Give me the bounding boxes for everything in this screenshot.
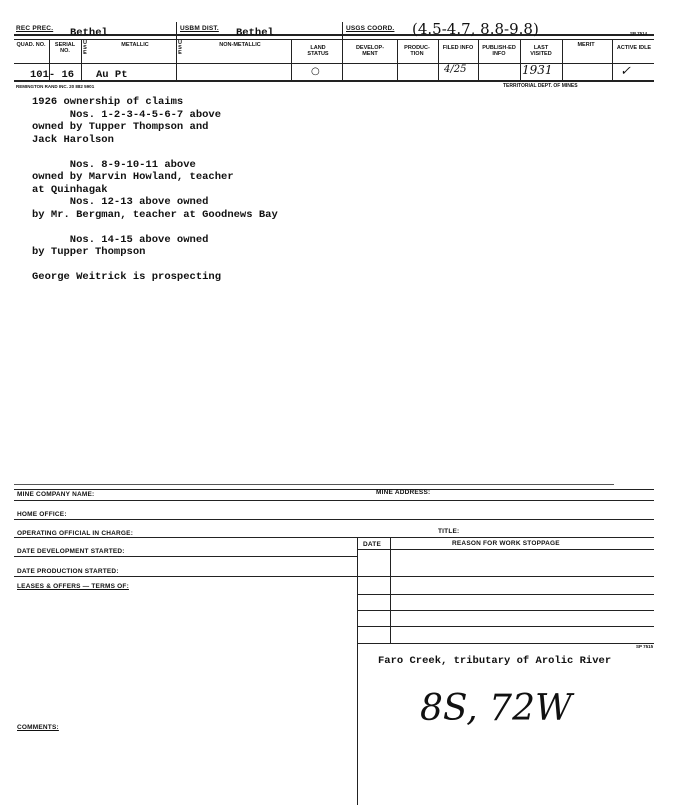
col-last-visited: LAST VISITED (530, 45, 552, 57)
home-office-label: HOME OFFICE: (17, 511, 67, 518)
date-prod-started-label: DATE PRODUCTION STARTED: (17, 568, 119, 575)
handwritten-coords: 8S, 72W (420, 688, 572, 729)
note-line: 1926 ownership of claims (32, 96, 184, 108)
col-use: U S E (83, 40, 87, 56)
leases-label: LEASES & OFFERS — TERMS OF: (17, 583, 129, 590)
mine-address-label: MINE ADDRESS: (376, 489, 431, 496)
active-idle-value: ✓ (620, 64, 631, 79)
title-label: TITLE: (438, 528, 460, 535)
col-land-status: LAND STATUS (307, 45, 329, 57)
rec-prec-label: REC PREC. (16, 25, 54, 32)
rec-prec-value: Bethel (70, 27, 108, 39)
note-line: Nos. 12-13 above owned (32, 196, 209, 208)
top-form-code: SP 7514 (630, 31, 648, 36)
note-line: owned by Tupper Thompson and (32, 121, 209, 133)
location-note: Faro Creek, tributary of Arolic River (378, 655, 612, 667)
note-line: at Quinhagak (32, 183, 108, 196)
bottom-form-code: SP 7515 (636, 644, 654, 649)
mine-company-name-label: MINE COMPANY NAME: (17, 491, 95, 498)
date-dev-started-label: DATE DEVELOPMENT STARTED: (17, 548, 125, 555)
date-column-label: DATE (363, 541, 382, 548)
note-line: Nos. 1-2-3-4-5-6-7 above (32, 108, 222, 121)
col-quad: QUAD. NO. (16, 42, 46, 48)
quad-serial-value: 101- 16 (30, 69, 75, 81)
note-line: Nos. 8-9-10-11 above (32, 158, 196, 171)
note-line: by Tupper Thompson (32, 246, 146, 258)
land-status-value: ○ (311, 66, 320, 77)
col-published-info: PUBLISH-ED INFO (482, 45, 516, 57)
usgs-coord-value: (4.5-4.7, 8.8-9.8) (412, 20, 539, 38)
printer-line: REMINGTON RAND INC. 20 882 5901 (16, 84, 95, 89)
col-filed-info: FILED INFO (442, 45, 474, 51)
operating-official-label: OPERATING OFFICIAL IN CHARGE: (17, 530, 134, 537)
usbm-dist-label: USBM DIST. (180, 25, 219, 32)
col-use-2: U S E (178, 40, 182, 56)
col-non-metallic: NON-METALLIC (219, 42, 261, 48)
dept-label: TERRITORIAL DEPT. OF MINES (503, 83, 578, 89)
metallic-value: Au Pt (96, 69, 128, 81)
note-line: by Mr. Bergman, teacher at Goodnews Bay (32, 208, 278, 221)
note-line (32, 259, 278, 272)
typed-notes (32, 96, 278, 284)
col-production: PRODUC-TION (404, 45, 430, 57)
col-merit: MERIT (577, 42, 595, 48)
col-development: DEVELOP-MENT (355, 45, 385, 57)
note-line: Nos. 14-15 above owned (32, 233, 209, 246)
note-line: Jack Harolson (32, 133, 114, 146)
usbm-dist-value: Bethel (236, 27, 274, 39)
last-visited-value: 1931 (522, 63, 553, 77)
note-line (32, 146, 278, 159)
filed-info-value: 4/25 (444, 64, 467, 75)
note-line: George Weitrick is prospecting (32, 271, 222, 283)
col-metallic: METALLIC (121, 42, 149, 48)
usgs-coord-label: USGS COORD. (346, 25, 395, 32)
reason-column-label: REASON FOR WORK STOPPAGE (452, 540, 560, 547)
note-line (32, 221, 278, 234)
col-serial: SERIAL NO. (54, 42, 76, 54)
comments-label: COMMENTS: (17, 724, 59, 731)
note-line: owned by Marvin Howland, teacher (32, 171, 234, 183)
col-active-idle: ACTIVE IDLE (616, 45, 652, 51)
